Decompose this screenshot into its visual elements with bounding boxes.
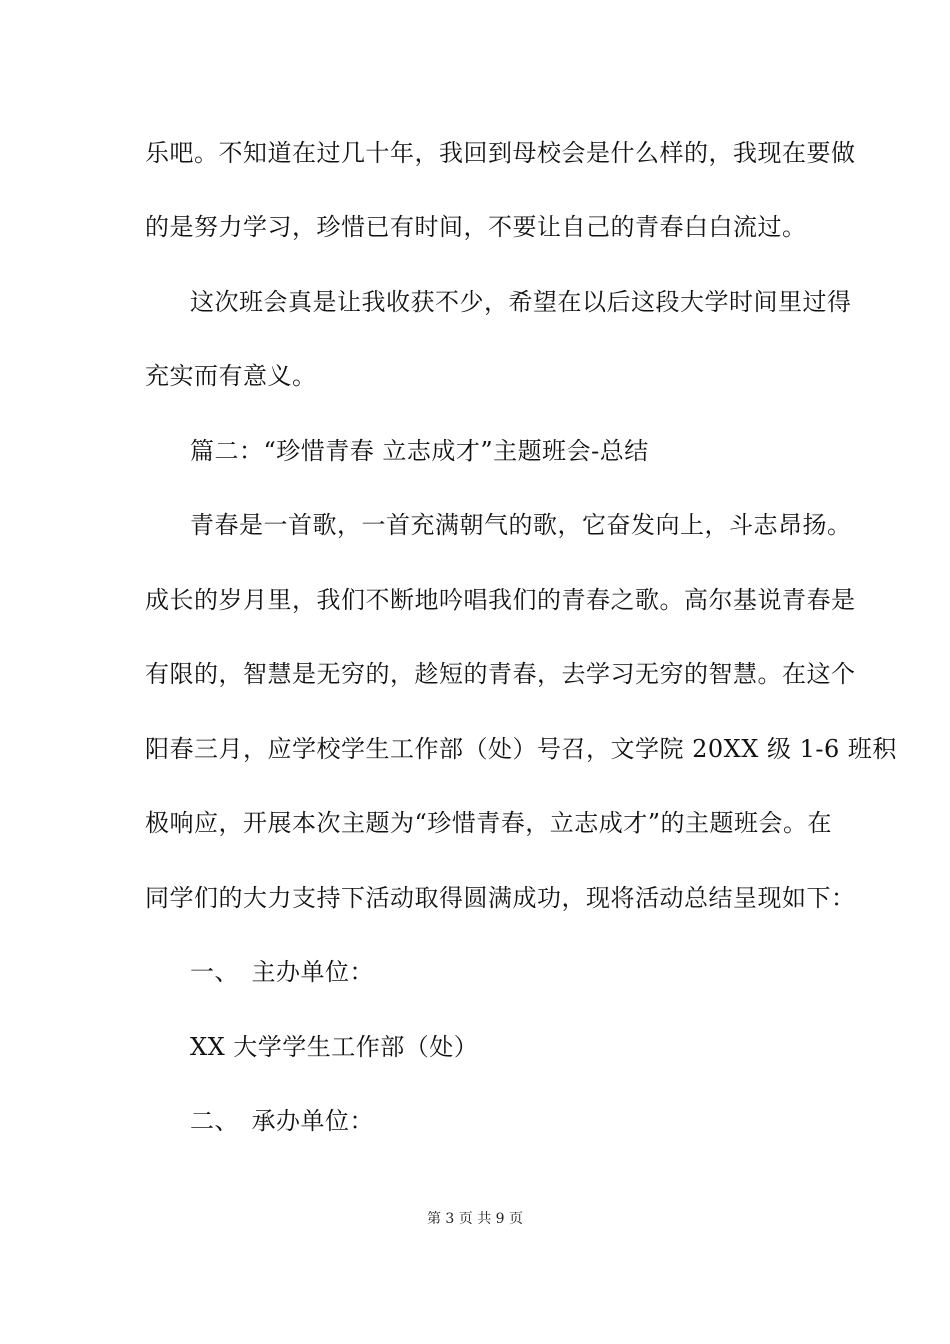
- paragraph-line: 这次班会真是让我收获不少，希望在以后这段大学时间里过得: [190, 288, 852, 316]
- list-item-heading: 二、 承办单位：: [190, 1107, 374, 1135]
- paragraph-line: 乐吧。不知道在过几十年，我回到母校会是什么样的，我现在要做: [145, 139, 856, 167]
- paragraph-line: 的是努力学习，珍惜已有时间，不要让自己的青春白白流过。: [145, 213, 807, 241]
- section-heading: 篇二：“珍惜青春 立志成才”主题班会-总结: [190, 437, 649, 465]
- paragraph-line: 阳春三月，应学校学生工作部（处）号召，文学院 20XX 级 1-6 班积: [145, 735, 897, 763]
- paragraph-line: 有限的，智慧是无穷的，趁短的青春，去学习无穷的智慧。在这个: [145, 660, 856, 688]
- paragraph-line: 同学们的大力支持下活动取得圆满成功，现将活动总结呈现如下：: [145, 884, 856, 912]
- paragraph-line: 成长的岁月里，我们不断地吟唱我们的青春之歌。高尔基说青春是: [145, 586, 856, 614]
- page-number-footer: 第 3 页 共 9 页: [426, 1211, 524, 1227]
- paragraph-line: 极响应，开展本次主题为“珍惜青春，立志成才”的主题班会。在: [145, 809, 833, 837]
- list-item-heading: 一、 主办单位：: [190, 958, 374, 986]
- paragraph-line: 青春是一首歌，一首充满朝气的歌，它奋发向上，斗志昂扬。: [190, 511, 852, 539]
- list-item-content: XX 大学学生工作部（处）: [190, 1033, 479, 1061]
- paragraph-line: 充实而有意义。: [145, 362, 317, 390]
